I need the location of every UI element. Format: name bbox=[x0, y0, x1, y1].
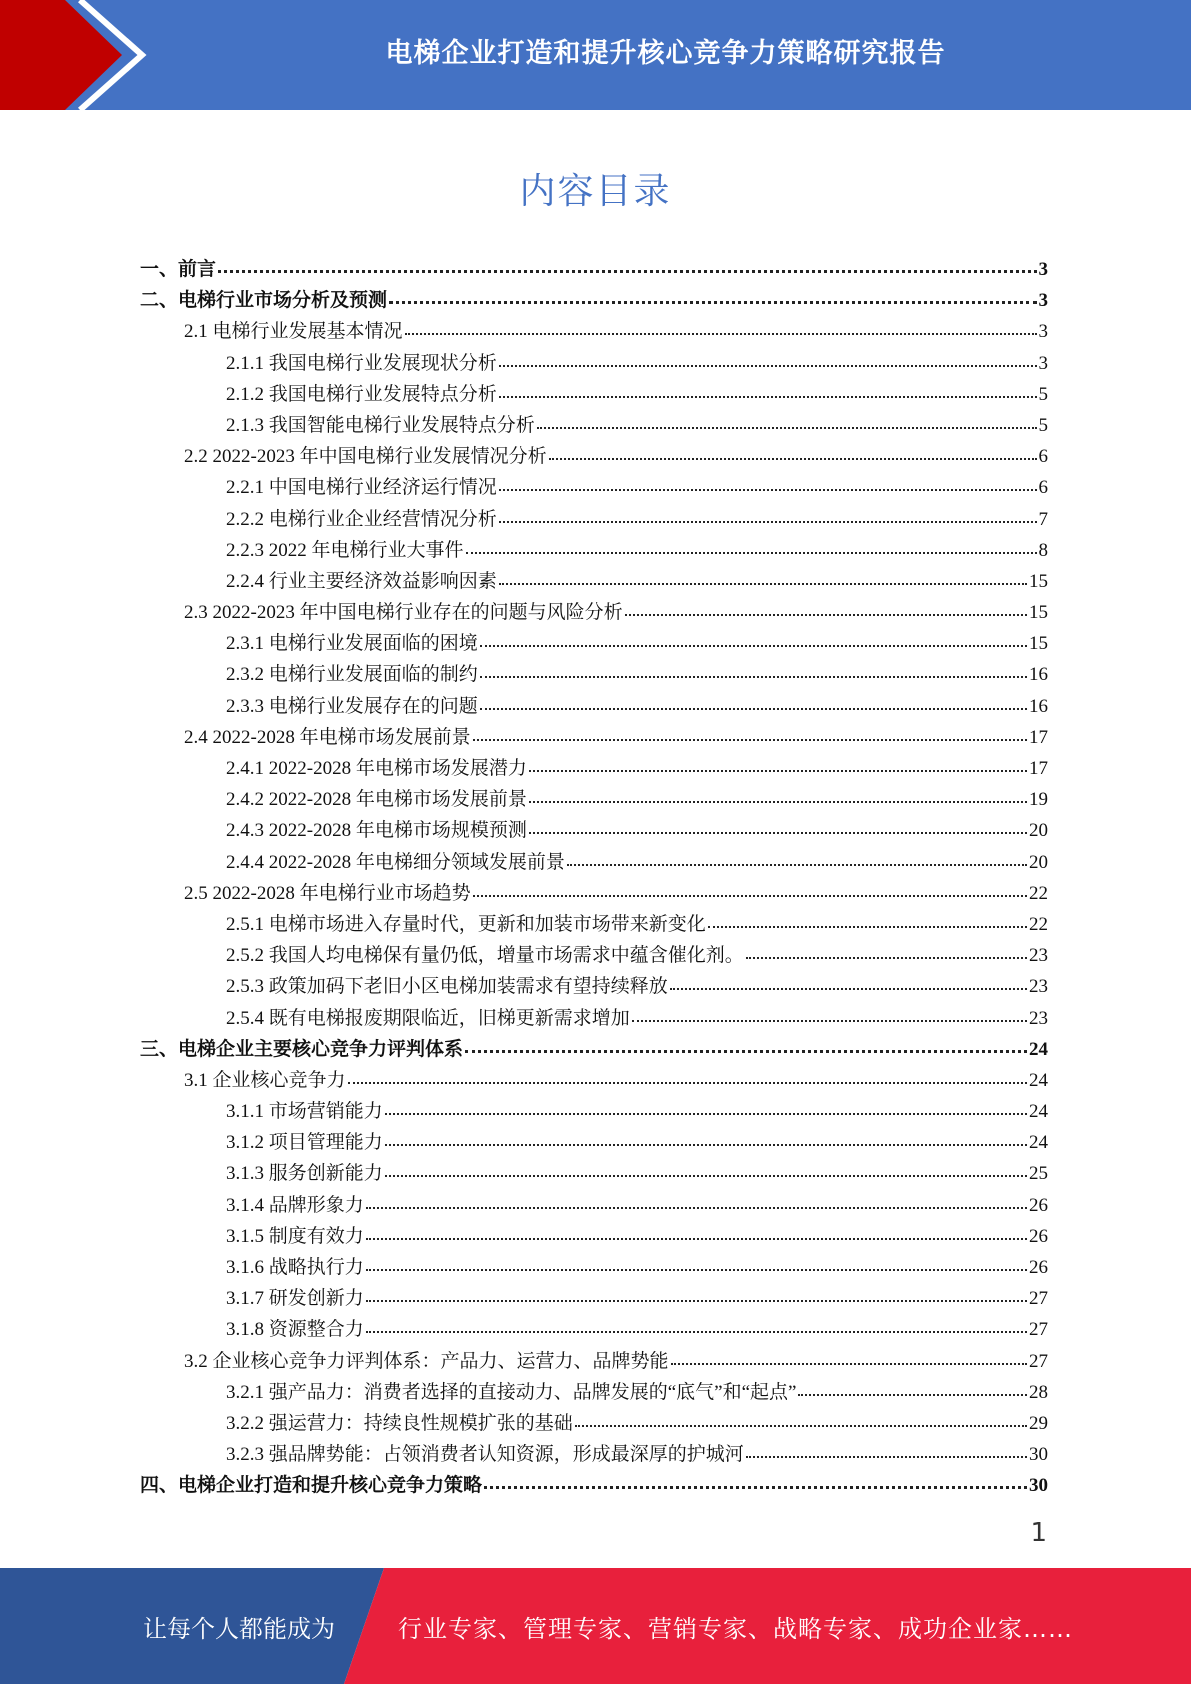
toc-entry-label: 3.1.4 品牌形象力 bbox=[226, 1194, 364, 1216]
toc-entry[interactable] bbox=[140, 940, 1048, 971]
toc-entry[interactable] bbox=[140, 1127, 1048, 1158]
toc-leader-dots bbox=[549, 458, 1037, 460]
toc-entry-page: 30 bbox=[1029, 1475, 1048, 1497]
report-title: 电梯企业打造和提升核心竞争力策略研究报告 bbox=[385, 37, 946, 69]
toc-entry-page: 24 bbox=[1029, 1132, 1048, 1154]
toc-leader-dots bbox=[366, 1300, 1027, 1302]
toc-entry-page: 27 bbox=[1029, 1350, 1048, 1372]
toc-leader-dots bbox=[366, 1269, 1027, 1271]
toc-leader-dots bbox=[746, 957, 1027, 959]
toc-entry[interactable] bbox=[140, 316, 1048, 347]
toc-leader-dots bbox=[632, 1020, 1027, 1022]
toc-entry[interactable] bbox=[140, 1439, 1048, 1470]
toc-entry-page: 15 bbox=[1029, 602, 1048, 624]
toc-leader-dots bbox=[499, 396, 1037, 398]
toc-entry[interactable] bbox=[140, 441, 1048, 472]
toc-entry-label: 3.1 企业核心竞争力 bbox=[184, 1069, 346, 1091]
toc-leader-dots bbox=[385, 1144, 1027, 1146]
toc-entry[interactable] bbox=[140, 535, 1048, 566]
toc-leader-dots bbox=[385, 1175, 1027, 1177]
toc-entry-page: 3 bbox=[1038, 352, 1048, 374]
toc-entry[interactable] bbox=[140, 1346, 1048, 1377]
toc-leader-dots bbox=[218, 270, 1036, 273]
table-of-contents bbox=[140, 254, 1048, 1502]
toc-entry-page: 5 bbox=[1038, 414, 1048, 436]
toc-entry[interactable] bbox=[140, 254, 1048, 285]
toc-leader-dots bbox=[499, 489, 1037, 491]
toc-entry-page: 23 bbox=[1029, 945, 1048, 967]
toc-entry[interactable] bbox=[140, 597, 1048, 628]
toc-entry-label: 2.4.2 2022-2028 年电梯市场发展前景 bbox=[226, 789, 527, 811]
toc-entry[interactable] bbox=[140, 285, 1048, 316]
toc-entry[interactable] bbox=[140, 691, 1048, 722]
toc-entry[interactable] bbox=[140, 1221, 1048, 1252]
toc-leader-dots bbox=[499, 521, 1037, 523]
toc-entry[interactable] bbox=[140, 472, 1048, 503]
toc-entry-page: 19 bbox=[1029, 789, 1048, 811]
footer-slogan-right: 行业专家、管理专家、营销专家、战略专家、成功企业家…… bbox=[398, 1614, 1073, 1643]
toc-entry-page: 29 bbox=[1029, 1412, 1048, 1434]
toc-leader-dots bbox=[575, 1425, 1027, 1427]
toc-leader-dots bbox=[708, 926, 1027, 928]
page-number: 1 bbox=[1030, 1518, 1047, 1548]
toc-entry-page: 22 bbox=[1029, 913, 1048, 935]
toc-entry[interactable] bbox=[140, 628, 1048, 659]
toc-entry-page: 24 bbox=[1029, 1038, 1048, 1060]
toc-entry-label: 2.5.2 我国人均电梯保有量仍低，增量市场需求中蕴含催化剂。 bbox=[226, 945, 744, 967]
toc-entry-page: 23 bbox=[1029, 976, 1048, 998]
toc-entry-page: 6 bbox=[1038, 446, 1048, 468]
toc-entry-label: 2.4 2022-2028 年电梯市场发展前景 bbox=[184, 726, 471, 748]
toc-entry-label: 2.1.1 我国电梯行业发展现状分析 bbox=[226, 352, 497, 374]
toc-entry-page: 24 bbox=[1029, 1101, 1048, 1123]
toc-leader-dots bbox=[567, 864, 1027, 866]
toc-entry-label: 3.1.7 研发创新力 bbox=[226, 1288, 364, 1310]
red-chevron-icon bbox=[0, 0, 160, 110]
toc-entry-label: 3.2.2 强运营力：持续良性规模扩张的基础 bbox=[226, 1412, 573, 1434]
toc-entry-page: 20 bbox=[1029, 820, 1048, 842]
toc-entry-label: 2.5.4 既有电梯报废期限临近，旧梯更新需求增加 bbox=[226, 1007, 630, 1029]
toc-entry-page: 3 bbox=[1038, 259, 1048, 280]
toc-entry[interactable] bbox=[140, 1283, 1048, 1314]
toc-entry-label: 2.1.2 我国电梯行业发展特点分析 bbox=[226, 383, 497, 405]
toc-leader-dots bbox=[484, 1486, 1027, 1489]
toc-leader-dots bbox=[529, 801, 1027, 803]
toc-entry-label: 2.5.3 政策加码下老旧小区电梯加装需求有望持续释放 bbox=[226, 976, 668, 998]
toc-entry-page: 5 bbox=[1038, 383, 1048, 405]
toc-leader-dots bbox=[366, 1331, 1027, 1333]
toc-entry-label: 2.4.4 2022-2028 年电梯细分领域发展前景 bbox=[226, 851, 565, 873]
toc-leader-dots bbox=[366, 1207, 1027, 1209]
toc-entry-page: 23 bbox=[1029, 1007, 1048, 1029]
toc-entry-label: 2.1 电梯行业发展基本情况 bbox=[184, 321, 403, 343]
toc-entry-page: 3 bbox=[1038, 290, 1048, 312]
toc-entry-label: 2.2.1 中国电梯行业经济运行情况 bbox=[226, 477, 497, 499]
toc-entry-label: 2.1.3 我国智能电梯行业发展特点分析 bbox=[226, 414, 535, 436]
toc-leader-dots bbox=[499, 365, 1037, 367]
toc-entry-label: 2.3.2 电梯行业发展面临的制约 bbox=[226, 664, 478, 686]
toc-entry-label: 3.2.3 强品牌势能：占领消费者认知资源，形成最深厚的护城河 bbox=[226, 1444, 744, 1466]
toc-entry-page: 15 bbox=[1029, 570, 1048, 592]
toc-entry[interactable] bbox=[140, 566, 1048, 597]
toc-leader-dots bbox=[798, 1394, 1027, 1396]
toc-entry-label: 二、电梯行业市场分析及预测 bbox=[140, 290, 388, 312]
toc-entry-label: 3.1.2 项目管理能力 bbox=[226, 1132, 383, 1154]
toc-entry-page: 17 bbox=[1029, 726, 1048, 748]
toc-leader-dots bbox=[529, 832, 1027, 834]
toc-entry[interactable] bbox=[140, 379, 1048, 410]
toc-entry-label: 3.2.1 强产品力：消费者选择的直接动力、品牌发展的“底气”和“起点” bbox=[226, 1381, 797, 1403]
toc-entry-label: 2.4.3 2022-2028 年电梯市场规模预测 bbox=[226, 820, 527, 842]
toc-entry-label: 3.1.8 资源整合力 bbox=[226, 1319, 364, 1341]
toc-entry[interactable] bbox=[140, 659, 1048, 690]
toc-entry-label: 2.3.3 电梯行业发展存在的问题 bbox=[226, 695, 478, 717]
toc-entry[interactable] bbox=[140, 1065, 1048, 1096]
toc-entry[interactable] bbox=[140, 971, 1048, 1002]
toc-entry-label: 2.2.3 2022 年电梯行业大事件 bbox=[226, 539, 464, 561]
toc-leader-dots bbox=[671, 1363, 1027, 1365]
toc-entry[interactable] bbox=[140, 1158, 1048, 1189]
toc-leader-dots bbox=[389, 301, 1036, 304]
toc-entry-page: 17 bbox=[1029, 758, 1048, 779]
toc-leader-dots bbox=[746, 1456, 1027, 1458]
toc-entry[interactable] bbox=[140, 504, 1048, 535]
toc-entry-page: 22 bbox=[1029, 882, 1048, 904]
toc-entry[interactable] bbox=[140, 1408, 1048, 1439]
toc-leader-dots bbox=[405, 333, 1037, 335]
toc-leader-dots bbox=[480, 708, 1027, 710]
toc-entry-label: 一、前言 bbox=[140, 259, 217, 280]
toc-entry[interactable] bbox=[140, 1314, 1048, 1345]
page-footer bbox=[0, 1568, 1191, 1684]
toc-entry-label: 2.2 2022-2023 年中国电梯行业发展情况分析 bbox=[184, 446, 547, 468]
toc-leader-dots bbox=[348, 1082, 1027, 1084]
toc-entry[interactable] bbox=[140, 815, 1048, 846]
toc-entry[interactable] bbox=[140, 410, 1048, 441]
toc-entry-page: 16 bbox=[1029, 664, 1048, 686]
toc-entry-label: 四、电梯企业打造和提升核心竞争力策略 bbox=[140, 1475, 483, 1497]
toc-entry-page: 8 bbox=[1038, 539, 1048, 561]
toc-entry[interactable] bbox=[140, 1096, 1048, 1127]
toc-entry-label: 三、电梯企业主要核心竞争力评判体系 bbox=[140, 1038, 464, 1060]
toc-entry-page: 27 bbox=[1029, 1288, 1048, 1310]
toc-leader-dots bbox=[480, 645, 1027, 647]
toc-entry-page: 25 bbox=[1029, 1163, 1048, 1185]
toc-entry[interactable] bbox=[140, 784, 1048, 815]
toc-entry-label: 2.3 2022-2023 年中国电梯行业存在的问题与风险分析 bbox=[184, 602, 623, 624]
toc-leader-dots bbox=[385, 1113, 1027, 1115]
toc-entry-label: 3.1.1 市场营销能力 bbox=[226, 1101, 383, 1123]
toc-entry[interactable] bbox=[140, 722, 1048, 753]
toc-entry-page: 26 bbox=[1029, 1225, 1048, 1247]
toc-heading: 内容目录 bbox=[519, 171, 672, 212]
toc-leader-dots bbox=[529, 770, 1027, 772]
toc-entry-page: 24 bbox=[1029, 1069, 1048, 1091]
toc-entry-label: 2.5 2022-2028 年电梯行业市场趋势 bbox=[184, 882, 471, 904]
toc-entry[interactable] bbox=[140, 1003, 1048, 1034]
toc-entry-page: 16 bbox=[1029, 695, 1048, 717]
toc-entry[interactable] bbox=[140, 1470, 1048, 1501]
toc-entry-page: 15 bbox=[1029, 633, 1048, 655]
toc-leader-dots bbox=[670, 988, 1027, 990]
toc-entry-page: 7 bbox=[1038, 508, 1048, 530]
toc-entry-page: 27 bbox=[1029, 1319, 1048, 1341]
toc-entry[interactable] bbox=[140, 878, 1048, 909]
toc-entry-page: 3 bbox=[1038, 321, 1048, 343]
toc-entry-label: 3.1.5 制度有效力 bbox=[226, 1225, 364, 1247]
toc-entry-label: 2.2.2 电梯行业企业经营情况分析 bbox=[226, 508, 497, 530]
toc-leader-dots bbox=[366, 1238, 1027, 1240]
page-header bbox=[0, 0, 1191, 110]
toc-entry[interactable] bbox=[140, 1034, 1048, 1065]
toc-entry-page: 28 bbox=[1029, 1381, 1048, 1403]
toc-entry-label: 2.4.1 2022-2028 年电梯市场发展潜力 bbox=[226, 758, 527, 779]
toc-leader-dots bbox=[466, 552, 1037, 554]
toc-entry-page: 26 bbox=[1029, 1257, 1048, 1278]
toc-leader-dots bbox=[625, 614, 1027, 616]
toc-entry[interactable] bbox=[140, 348, 1048, 379]
toc-leader-dots bbox=[473, 739, 1027, 741]
toc-entry-label: 3.2 企业核心竞争力评判体系：产品力、运营力、品牌势能 bbox=[184, 1350, 669, 1372]
toc-entry-label: 3.1.6 战略执行力 bbox=[226, 1257, 364, 1278]
toc-entry-label: 2.5.1 电梯市场进入存量时代，更新和加装市场带来新变化 bbox=[226, 913, 706, 935]
toc-leader-dots bbox=[465, 1050, 1027, 1053]
toc-leader-dots bbox=[537, 427, 1037, 429]
toc-entry[interactable] bbox=[140, 847, 1048, 878]
toc-entry[interactable] bbox=[140, 753, 1048, 784]
toc-entry[interactable] bbox=[140, 1190, 1048, 1221]
toc-entry-page: 6 bbox=[1038, 477, 1048, 499]
toc-entry-label: 3.1.3 服务创新能力 bbox=[226, 1163, 383, 1185]
toc-leader-dots bbox=[499, 583, 1027, 585]
toc-entry-page: 26 bbox=[1029, 1194, 1048, 1216]
toc-entry-label: 2.3.1 电梯行业发展面临的困境 bbox=[226, 633, 478, 655]
toc-entry-page: 20 bbox=[1029, 851, 1048, 873]
toc-leader-dots bbox=[480, 676, 1027, 678]
toc-entry[interactable] bbox=[140, 909, 1048, 940]
toc-entry-page: 30 bbox=[1029, 1444, 1048, 1466]
toc-leader-dots bbox=[473, 895, 1027, 897]
footer-slogan-left: 让每个人都能成为 bbox=[143, 1614, 335, 1643]
toc-entry[interactable] bbox=[140, 1377, 1048, 1408]
toc-entry-label: 2.2.4 行业主要经济效益影响因素 bbox=[226, 570, 497, 592]
toc-entry[interactable] bbox=[140, 1252, 1048, 1283]
